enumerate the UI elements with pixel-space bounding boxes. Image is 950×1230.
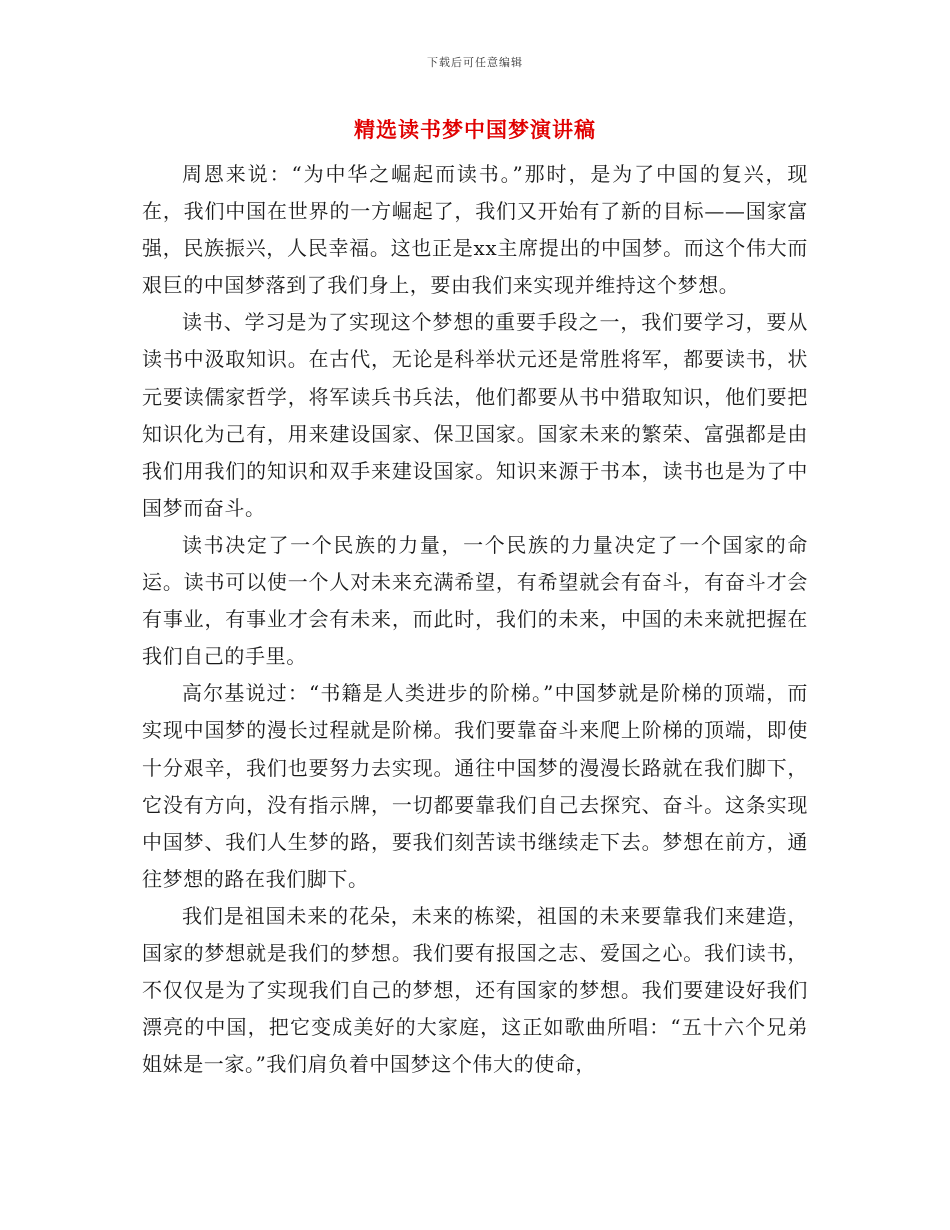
document-body <box>142 156 808 1083</box>
body-paragraph-2: 读书、学习是为了实现这个梦想的重要手段之一，我们要学习，要从读书中汲取知识。在古代，无论是科举状元还是常胜将军，都要读书，状元要读儒家哲学，将军读兵书兵法，他们都要从书中猎取知识，他们要把知识化为己有，用来建设国家、保卫国家。国家未来的繁荣、富强都是由我们用我们的知识和双手来建设国家。知识来源于书本，读书也是为了中国梦而奋斗。 <box>142 310 808 520</box>
document-title: 精选读书梦中国梦演讲稿 <box>354 117 596 142</box>
body-paragraph-4: 高尔基说过：“书籍是人类进步的阶梯。”中国梦就是阶梯的顶端，而实现中国梦的漫长过程就是阶梯。我们要靠奋斗来爬上阶梯的顶端，即使十分艰辛，我们也要努力去实现。通往中国梦的漫漫长路就在我们脚下，它没有方向，没有指示牌，一切都要靠我们自己去探究、奋斗。这条实现中国梦、我们人生梦的路，要我们刻苦读书继续走下去。梦想在前方，通往梦想的路在我们脚下。 <box>142 681 808 891</box>
body-paragraph-3: 读书决定了一个民族的力量，一个民族的力量决定了一个国家的命运。读书可以使一个人对未来充满希望，有希望就会有奋斗，有奋斗才会有事业，有事业才会有未来，而此时，我们的未来，中国的未来就把握在我们自己的手里。 <box>142 532 808 669</box>
body-paragraph-5: 我们是祖国未来的花朵，未来的栋梁，祖国的未来要靠我们来建造，国家的梦想就是我们的梦想。我们要有报国之志、爱国之心。我们读书，不仅仅是为了实现我们自己的梦想，还有国家的梦想。我们要建设好我们漂亮的中国，把它变成美好的大家庭，这正如歌曲所唱：“五十六个兄弟姐妹是一家。”我们肩负着中国梦这个伟大的使命， <box>142 903 808 1077</box>
page-header-note: 下载后可任意编辑 <box>427 56 523 69</box>
body-paragraph-1: 周恩来说：“为中华之崛起而读书。”那时，是为了中国的复兴，现在，我们中国在世界的一方崛起了，我们又开始有了新的目标——国家富强，民族振兴，人民幸福。这也正是xx主席提出的中国梦。而这个伟大而艰巨的中国梦落到了我们身上，要由我们来实现并维持这个梦想。 <box>142 162 808 298</box>
